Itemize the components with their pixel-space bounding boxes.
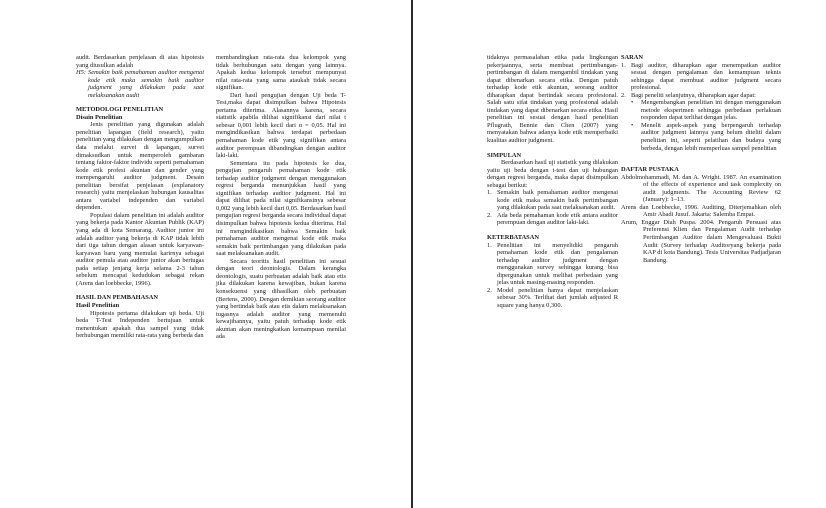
column-3 [487,54,618,310]
column-1 [76,54,204,340]
paragraph: Berdasarkan hasil uji statistik yang dilakukan yaitu uji beda dengan t-test dan uji hubungan dengan regresi berganda, maka dapat disimpulkan sebagai berikut: [487,159,618,189]
list-item: 2. Bagi peneliti selanjutnya, diharapkan agar dapat: [621,91,756,99]
reference-item: Abdolmohammadi, M. dan A. Wright. 1987. An examination of the effects of experience and task complexity on audit judgments. The Accounting Review 62 (January): 1–13. [621,173,781,204]
heading-daftar-pustaka: DAFTAR PUSTAKA [621,166,679,174]
list-item: 1. Bagi auditor, diharapkan agar menempatkan auditor sesuai dengan pengalaman dan kemampuan teknis sehingga dapat membuat auditor judgment secara profesional. [621,61,781,92]
heading-metodologi: METODOLOGI PENELITIAN [76,106,164,114]
list-item: 1. Penelitian ini menyelidiki pengaruh pemahaman kode etik dan pengalaman terhadap auditor judgment dengan menggunakan survey sehingga kurang bisa dipergunakan untuk melihat perbedaan yang jelas untuk masing-masing responden. [487,241,618,287]
paragraph: audit. Berdasarkan penjelasan di atas hipotesis yang diusulkan adalah [76,54,204,69]
paragraph: tidaknya permasalahan etika pada lingkungan pekerjaannya, serta membuat pertimbangan-pertimbangan di dalam mengambil tindakan yang dapat dibenarkan secara etika. Dengan patuh terhadap kode etik akuntan, seorang auditor diharapkan dapat bertindak secara profesional. Salah satu sifat tindakan yang profesional adalah tindakan yang dapat dibenarkan secara etika. Hasil penelitian ini sesuai dengan hasil penelitian Pflugrath, Bennie dan Chen (2007) yang menyatakan bahwa adanya kode etik memperbaiki kualitas auditor judgment. [487,54,618,145]
subheading-desain: Disain Penelitian [76,113,123,121]
list-item: 2. Ada beda pemahaman kode etik antara auditor perempuan dengan auditor laki-laki. [487,211,618,227]
heading-hasil: HASIL DAN PEMBAHASAN [76,294,159,302]
heading-simpulan: SIMPULAN [487,151,522,159]
list-item: 2. Model penelitian hanya dapat menjelaskan sebesar 30%. Terlihat dari jumlah adjusted R square yang hanya 0,300. [487,286,618,309]
paragraph: Dari hasil pengujian dengan Uji beda T-Test,maka dapat disimpulkan bahwa Hipotesis pertama diterima. Alasannya karena, secara statistik apabila dilihat signifikansi dari nilai t sebesar 0,001 lebih kecil dari α = 0,05. Hal ini mengindikasikan bahwa terdapat perbedaan pemahaman kode etik yang signifikan antara auditor perempuan dibandingkan dengan auditor laki-laki. [216,91,346,160]
column-4 [621,54,781,264]
hypothesis-h5: H5: Semakin baik pemahaman auditor mengenai kode etik maka semakin baik auditor judgment yang dilakukan pada saat melaksanakan audit [76,69,204,99]
column-2 [216,54,346,341]
bullet-item: • Menelit aspek-aspek yang berpengaruh terhadap auditor judgment lainnya yang belum diteliti dalam penelitian ini, seperti pelatihan dan budaya yang berbeda, dengan lebih memperluas sampel penelitian [631,121,781,152]
bullet-item: • Mengembangkan penelitian ini dengan menggunakan metode eksperimen sehingga perbedaan perlakuan responden dapat terlihat dengan jelas. [631,99,781,122]
paragraph: Populasi dalam penelitian ini adalah auditor yang bekerja pada Kantor Akuntan Publik (KAP) yang ada di kota Semarang. Auditor junior ini adalah auditor yang bekerja di KAP tidak lebih dari tiga tahun dengan alasan untuk karyawan-karyawan baru yang memulai karirnya sebagai auditor pemula atau auditor junior akan bertugas pada setiap jenjang kerja selama 2-3 tahun sebelum mencapai kedudukan sebagai rekan (Arens dan loebbecke, 1996). [76,211,204,287]
paragraph: Jenis penelitian yang digunakan adalah penelitian lapangan (field research), yaitu penelitian yang dilakukan dengan mengumpulkan data melalui survei di lapangan, survei dimaksudkan untuk memperoleh gambaran tentang faktor-faktor individu seperti pemahaman kode etik profesi akuntan dan gender yang mempengaruhi auditor judgment. Desain penelitian bersifat penjelasan (explanatory research) yaitu menjelaskan hubungan kausalitas antara variabel independen dan variabel dependen. [76,121,204,212]
reference-item: Arens dan Loebbecke, 1996. Auditing, Diterjemahkan oleh Amir Abadi Jusuf. Jakarta: Salemba Empat. [621,203,781,219]
paragraph: Secara teoritis hasil penelitian ini sesuai dengan teori deontologis. Dalam kerangka deontologis, suatu perbuatan adalah baik atau etis jika dilakukan karena kewajiban, bukan karena konsekuensi yang dihasilkan oleh perbuatan (Bertens, 2000). Dengan demikian seorang auditor yang bertindak baik atau etis dalam melaksanakan tugasnya adalah auditor yang memenuhi kewajibannya, yaitu patuh terhadap kode etik akuntan akan meningkatkan kemampuan menilai ada [216,257,346,341]
paragraph: Sementara itu pada hipotesis ke dua, pengujian pengaruh pemahaman kode etik terhadap auditor judgment dengan menggunakan regresi berganda menunjukkan hasil yang signifikan terhadap auditor judgment. Hal ini dapat dilihat pada nilai signifikansinya sebesar 0,002 yang lebih kecil dari 0,05. Berdasarkan hasil pengujian regresi berganda secara individual dapat disimpulkan bahwa hipotesis kedua diterima. Hal ini mengindikasikan bahwa Semakin baik pemahaman auditor mengenai kode etik maka semakin baik pertimbangan yang dilakukan pada saat melaksanakan audit. [216,159,346,258]
heading-saran: SARAN [621,54,644,61]
subheading-hasil-penelitian: Hasil Penelitian [76,301,120,309]
list-item: 1. Semakin baik pemahaman auditor mengenai kode etik maka semakin baik pertimbangan yang dilakukan pada saat melaksanakan audit. [487,189,618,212]
reference-item: Arum, Enggar Diah Puspa. 2004. Pengaruh Persuasi atas Preferensi Klien dan Pengalaman Audit terhadap Pertimbangan Auditor dalam Mengevaluasi Bukti Audit (Survey terhadap Auditoryang bekerja pada KAP di kota Bandung). Tesis Universitas Padjadjaran Bandung. [621,218,781,264]
paragraph: membandingkan rata-rata dua kelompok yang tidak berhubungan satu dengan yang lainnya. Apakah kedua kelompok tersebut mempunyai nilai rata-rata yang sama ataukah tidak secara signifikan. [216,54,346,92]
heading-keterbatasan: KETERBATASAN [487,234,539,242]
paragraph: Hipotesis pertama dilakukan uji beda. Uji beda T-Test Independen bertujuan untuk menentukan apakah dua sampel yang tidak berhubungan memiliki rata-rata yang berbeda dan [76,309,204,340]
page-divider [411,0,413,508]
